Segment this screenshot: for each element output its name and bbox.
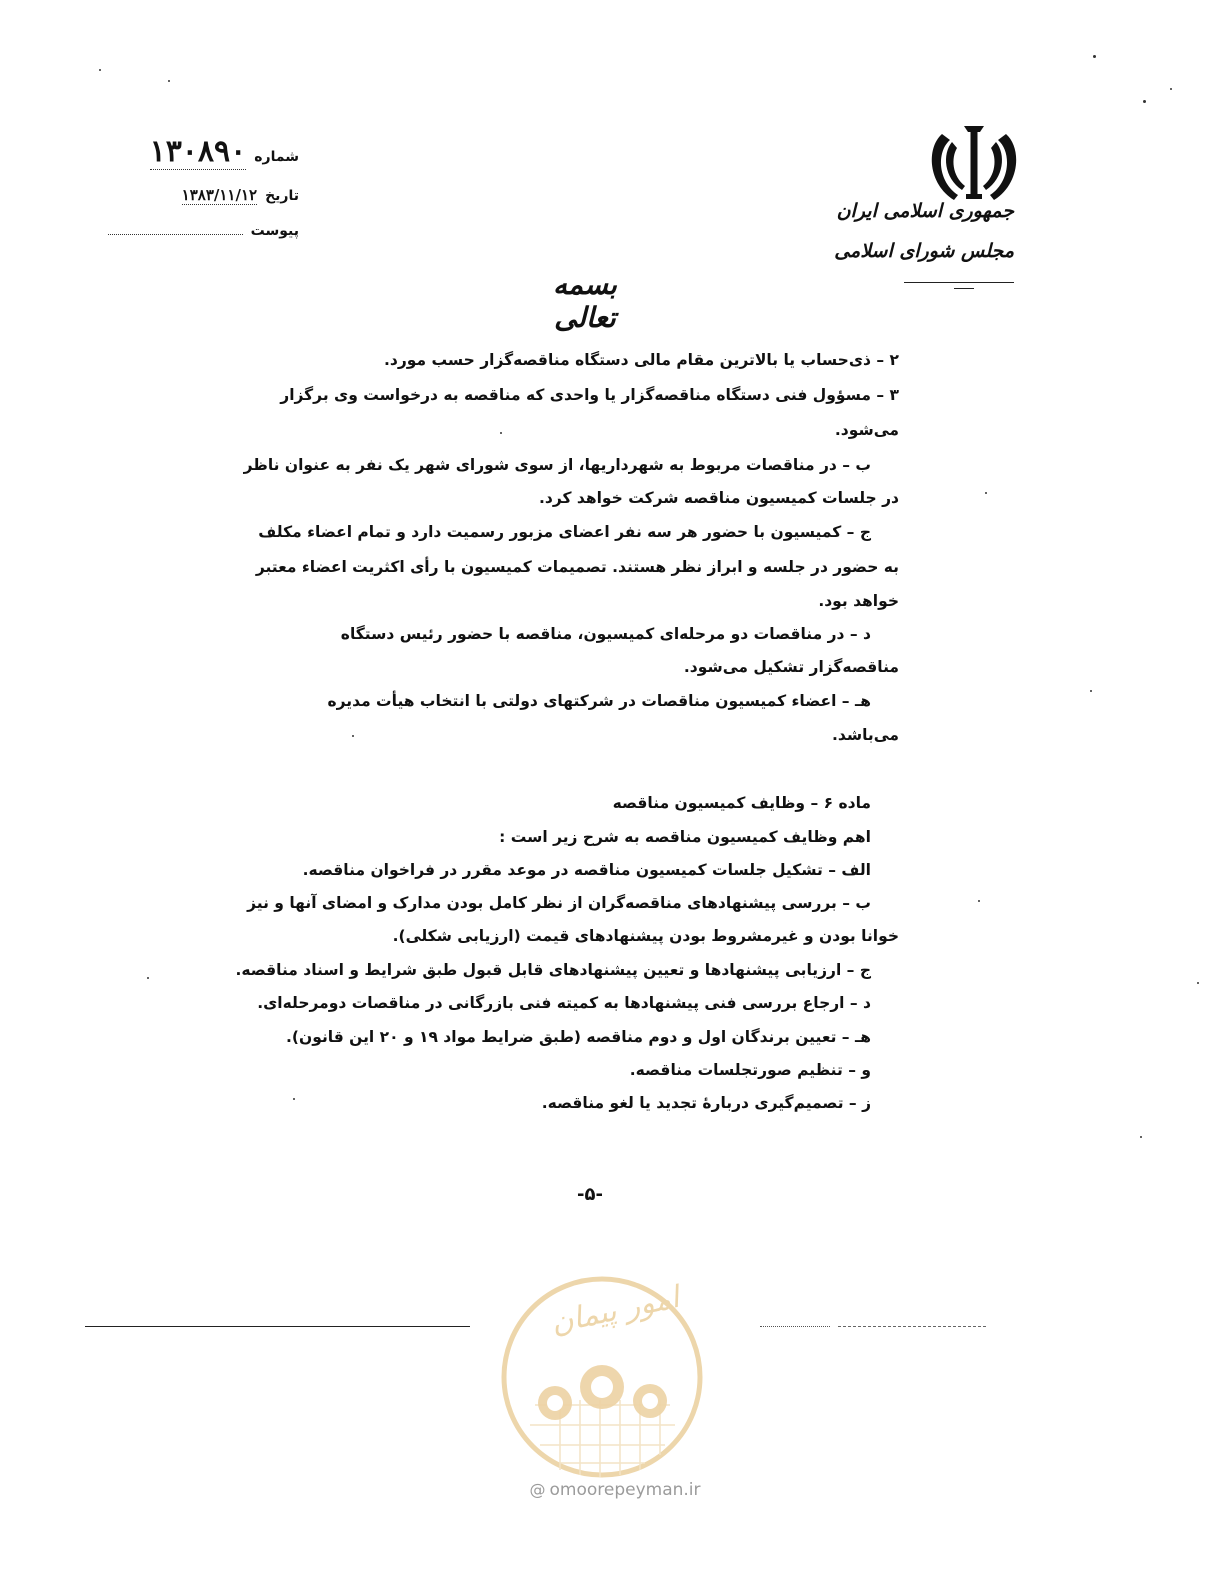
watermark-url-text: omoorepeyman.ir <box>549 1480 701 1500</box>
body-line: ج – کمیسیون با حضور هر سه نفر اعضای مزبور رسمیت دارد و تمام اعضاء مکلف <box>258 523 871 541</box>
org-divider-short <box>954 288 974 289</box>
footer-rule <box>85 1326 470 1327</box>
body-line: خواهد بود. <box>818 592 899 610</box>
invocation-heading: بسمه تعالی <box>553 268 617 334</box>
body-line: در جلسات کمیسیون مناقصه شرکت خواهد کرد. <box>539 489 899 507</box>
scan-speck <box>99 69 101 71</box>
org-divider <box>904 282 1014 283</box>
body-line: اهم وظایف کمیسیون مناقصه به شرح زیر است : <box>499 828 871 846</box>
watermark-url <box>470 1480 760 1500</box>
body-line: ب – در مناقصات مربوط به شهرداریها، از سوی شورای شهر یک نفر به عنوان ناظر <box>243 456 871 474</box>
body-line: د – در مناقصات دو مرحله‌ای کمیسیون، مناقصه با حضور رئیس دستگاه <box>340 625 871 643</box>
body-line: ۲ – ذی‌حساب یا بالاترین مقام مالی دستگاه مناقصه‌گزار حسب مورد. <box>384 351 899 369</box>
body-line: الف – تشکیل جلسات کمیسیون مناقصه در موعد مقرر در فراخوان مناقصه. <box>302 861 871 879</box>
scan-speck <box>500 432 502 434</box>
scan-speck <box>168 80 170 82</box>
scan-speck <box>352 735 354 737</box>
org-name-line-1: جمهوری اسلامی ایران <box>836 200 1014 222</box>
number-value: ۱۳۰۸۹۰ <box>149 134 247 169</box>
watermark-logo <box>500 1275 705 1480</box>
body-line: ز – تصمیم‌گیری دربارهٔ تجدید یا لغو مناقصه. <box>541 1094 871 1112</box>
body-line: هـ – تعیین برندگان اول و دوم مناقصه (طبق ضرایط مواد ۱۹ و ۲۰ این قانون). <box>286 1028 871 1046</box>
date-label: تاریخ <box>265 188 299 204</box>
scan-speck <box>978 900 980 902</box>
scan-speck <box>1140 1136 1142 1138</box>
scan-speck <box>1197 982 1199 984</box>
attachment-value <box>108 222 243 235</box>
body-line: ۳ – مسؤول فنی دستگاه مناقصه‌گزار یا واحدی که مناقصه به درخواست وی برگزار <box>280 386 899 404</box>
letter-attachment-row <box>108 222 299 239</box>
page-number: -۵- <box>577 1184 603 1205</box>
body-line: مناقصه‌گزار تشکیل می‌شود. <box>683 658 899 676</box>
attachment-label: پیوست <box>250 223 299 239</box>
body-line: ب – بررسی پیشنهادهای مناقصه‌گران از نظر کامل بودن مدارک و امضای آنها و نیز <box>247 894 871 912</box>
body-line: د – ارجاع بررسی فنی پیشنهادها به کمیته فنی بازرگانی در مناقصات دومرحله‌ای. <box>257 994 871 1012</box>
number-label: شماره <box>254 149 299 165</box>
org-name-line-2: مجلس شورای اسلامی <box>834 240 1014 262</box>
scan-speck <box>1090 690 1092 692</box>
at-icon: @ <box>529 1480 546 1499</box>
date-value: ۱۳۸۳/۱۱/۱۲ <box>181 186 258 204</box>
footer-rule <box>760 1326 830 1327</box>
letter-number-row <box>150 134 299 170</box>
emblem-icon <box>924 120 1024 208</box>
body-line: هـ – اعضاء کمیسیون مناقصات در شرکتهای دولتی با انتخاب هیأت مدیره <box>327 692 871 710</box>
scan-speck <box>1093 55 1096 58</box>
scan-speck <box>293 1098 295 1100</box>
scan-speck <box>147 977 149 979</box>
body-line: خوانا بودن و غیرمشروط بودن پیشنهادهای قیمت (ارزیابی شکلی). <box>392 927 899 945</box>
scan-speck <box>1170 88 1172 90</box>
article-heading: ماده ۶ – وظایف کمیسیون مناقصه <box>612 794 871 812</box>
watermark-logo-text: امور پیمان <box>547 1279 683 1342</box>
footer-rule <box>838 1326 986 1327</box>
body-line: می‌باشد. <box>831 726 899 744</box>
body-line: و – تنظیم صورتجلسات مناقصه. <box>629 1061 871 1079</box>
scan-speck <box>1143 100 1146 103</box>
letter-date-row <box>182 186 299 205</box>
body-line: به حضور در جلسه و ابراز نظر هستند. تصمیمات کمیسیون با رأی اکثریت اعضاء معتبر <box>255 558 899 576</box>
scan-speck <box>985 492 987 494</box>
body-line: می‌شود. <box>834 421 899 439</box>
body-line: ج – ارزیابی پیشنهادها و تعیین پیشنهادهای قابل قبول طبق شرایط و اسناد مناقصه. <box>235 961 871 979</box>
